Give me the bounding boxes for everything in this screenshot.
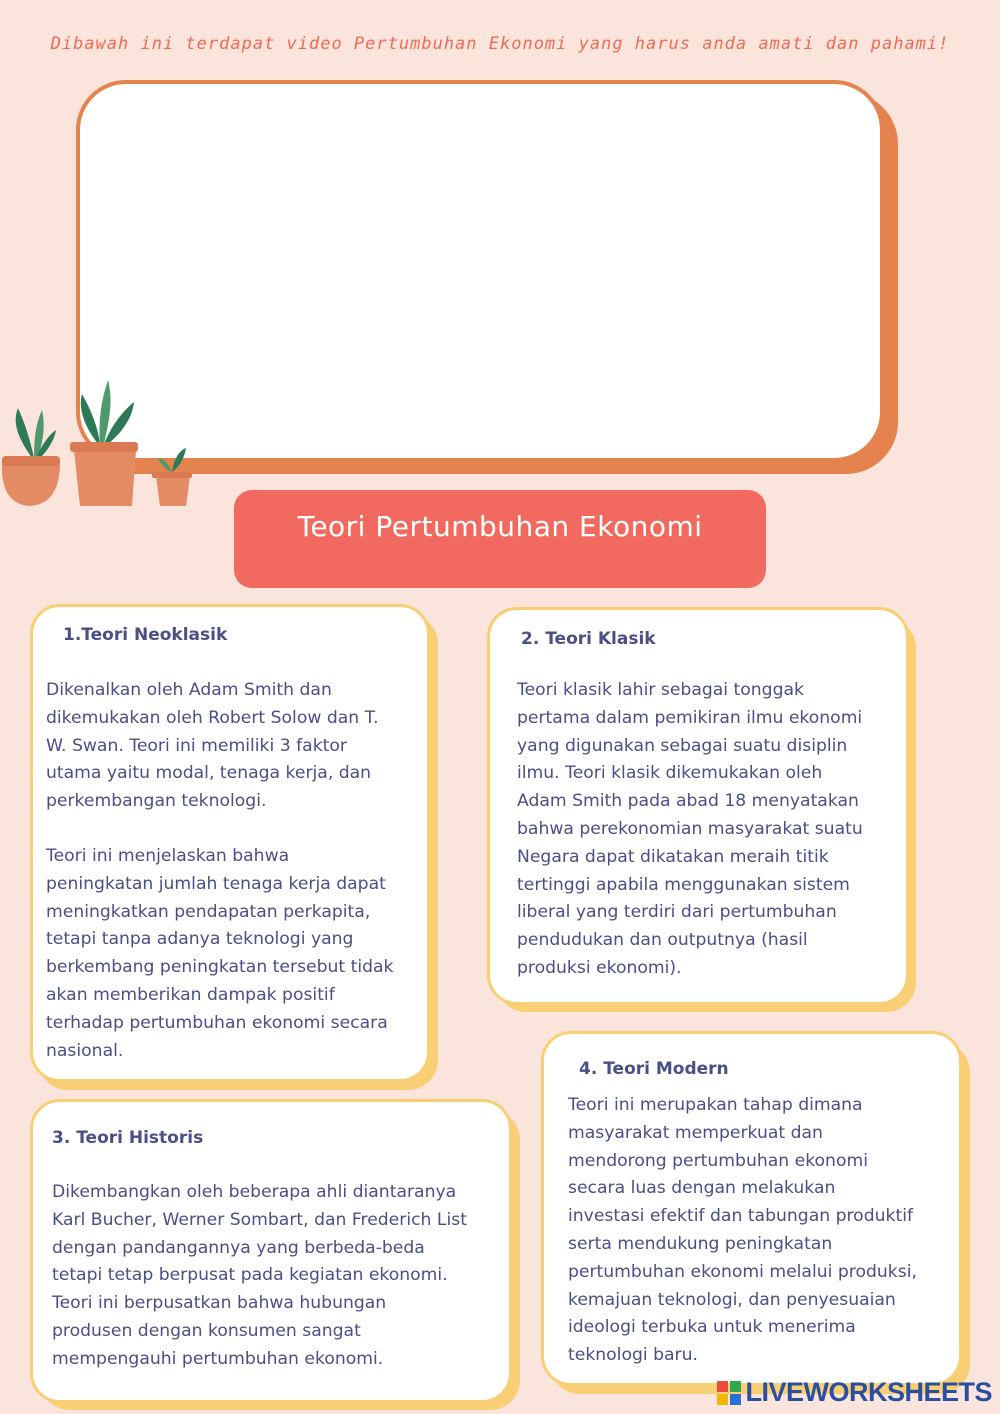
card-historis-body: Dikembangkan oleh beberapa ahli diantaranya Karl Bucher, Werner Sombart, dan Frederich List dengan pandangannya yang berbeda-beda tetapi tetap berpusat pada kegiatan ekonomi. Teori ini berpusatkan bahwa hubungan produsen dengan konsumen sangat mempengauhi pertumbuhan ekonomi.: [52, 1182, 467, 1369]
card-klasik: [487, 607, 909, 1005]
instruction-text: Dibawah ini terdapat video Pertumbuhan Ekonomi yang harus anda amati dan pahami!: [50, 34, 950, 54]
liveworksheets-brand[interactable]: [717, 1377, 992, 1408]
card-klasik-body: Teori klasik lahir sebagai tonggak pertama dalam pemikiran ilmu ekonomi yang digunakan sebagai suatu disiplin ilmu. Teori klasik dikemukakan oleh Adam Smith pada abad 18 menyatakan bahwa perekonomian masyarakat suatu Negara dapat dikatakan meraih titik tertinggi apabila menggunakan sistem liberal yang terdiri dari pertumbuhan pendudukan dan outputnya (hasil produksi ekonomi).: [517, 680, 863, 978]
card-historis-heading: 3. Teori Historis: [52, 1128, 204, 1148]
liveworksheets-wordmark: LIVEWORKSHEETS: [745, 1377, 992, 1407]
title-banner: [234, 490, 766, 588]
card-neoklasik-heading: 1.Teori Neoklasik: [63, 625, 228, 645]
plant-left-icon: [2, 408, 60, 506]
card-neoklasik-paragraph-1: Dikenalkan oleh Adam Smith dan dikemukakan oleh Robert Solow dan T. W. Swan. Teori ini memiliki 3 faktor utama yaitu modal, tenaga kerja, dan perkembangan teknologi.: [46, 680, 379, 812]
plant-middle-icon: [70, 380, 138, 506]
liveworksheets-logo-icon: [717, 1381, 741, 1405]
card-neoklasik-paragraph-2: Teori ini menjelaskan bahwa peningkatan jumlah tenaga kerja dapat meningkatkan pendapatan perkapita, tetapi tanpa adanya teknologi yang berkembang peningkatan tersebut tidak akan memberikan dampak positif terhadap pertumbuhan ekonomi secara nasional.: [46, 846, 394, 1061]
card-klasik-heading: 2. Teori Klasik: [521, 629, 656, 649]
potted-plants-illustration: [0, 378, 200, 510]
plant-small-icon: [152, 448, 192, 506]
page-title: Teori Pertumbuhan Ekonomi: [297, 509, 703, 543]
card-modern: [541, 1031, 962, 1386]
card-neoklasik: [30, 604, 430, 1082]
card-historis: [30, 1099, 512, 1403]
card-modern-heading: 4. Teori Modern: [579, 1059, 729, 1079]
card-modern-body: Teori ini merupakan tahap dimana masyarakat memperkuat dan mendorong pertumbuhan ekonomi secara luas dengan melakukan investasi efektif dan tabungan produktif serta mendukung peningkatan pertumbuhan ekonomi melalui produksi, kemajuan teknologi, dan penyesuaian ideologi terbuka untuk menerima teknologi baru.: [568, 1095, 917, 1366]
